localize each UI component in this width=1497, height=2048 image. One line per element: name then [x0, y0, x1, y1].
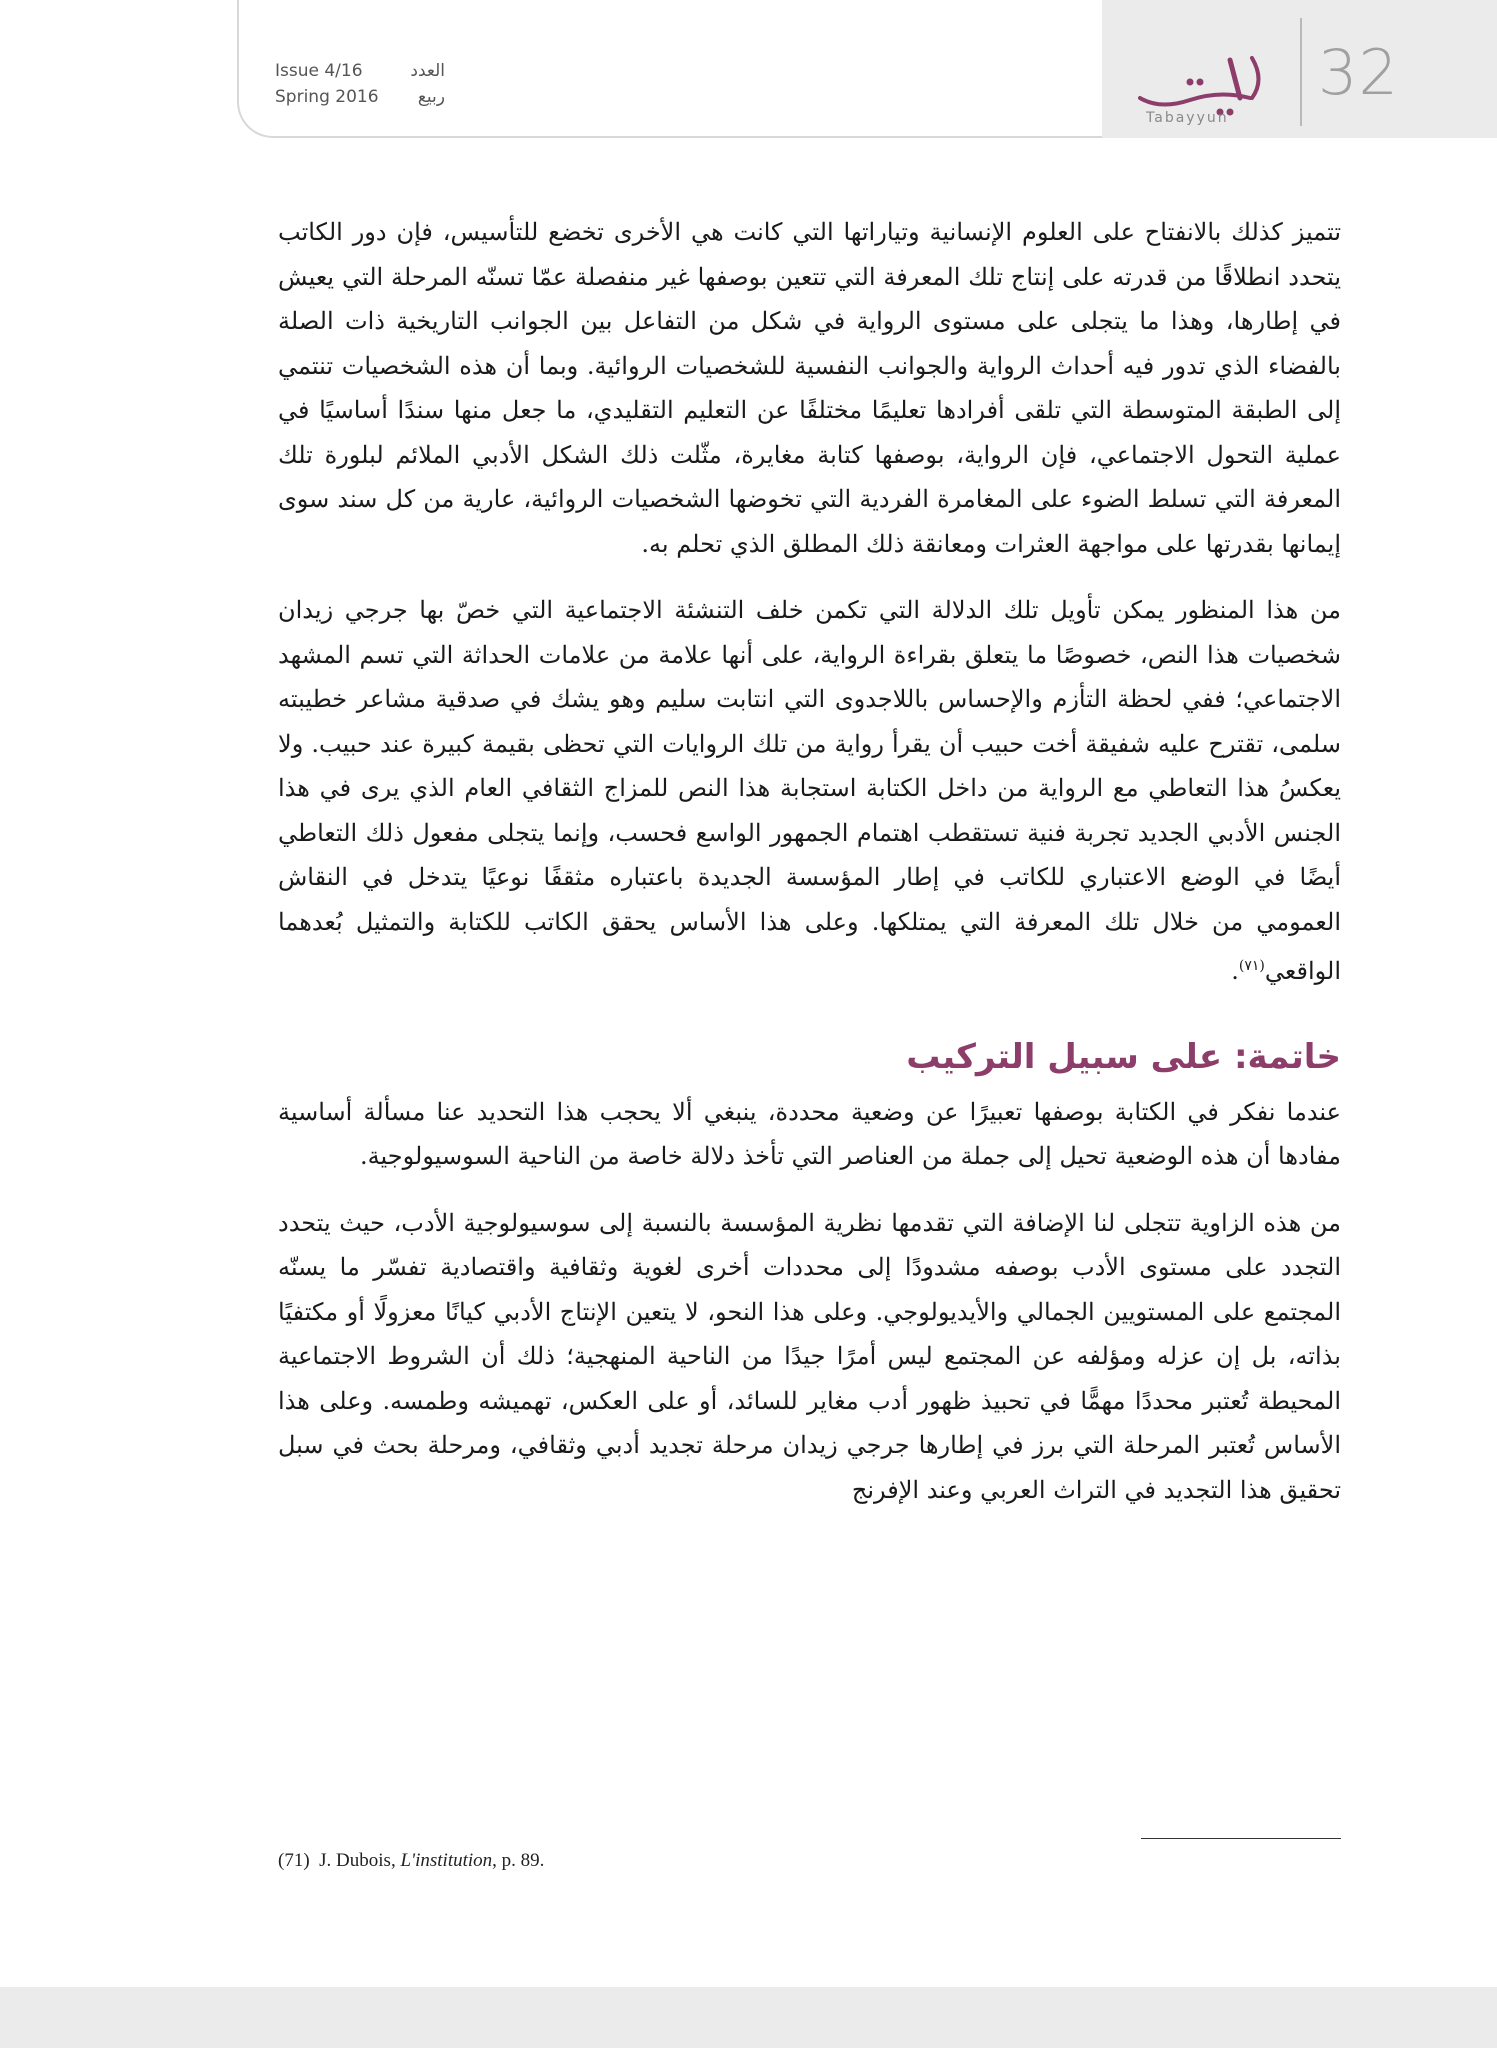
paragraph-3: عندما نفكر في الكتابة بوصفها تعبيرًا عن وضعية محددة، ينبغي ألا يحجب هذا التحديد عنا مسألة أساسية مفادها أن هذه الوضعية تحيل إلى جملة من العناصر التي تأخذ دلالة خاصة من الناحية السوسيولوجية. [278, 1097, 1341, 1170]
footnote-author: J. Dubois, [319, 1850, 396, 1871]
issue-label: Issue 4/16 [275, 61, 363, 81]
issue-line [275, 58, 445, 84]
page-footer [0, 1987, 1497, 2048]
footnote-rule [1141, 1838, 1341, 1839]
paragraph-2-end: . [1231, 957, 1239, 985]
footnote-page: , p. 89. [492, 1850, 545, 1871]
season-label: Spring 2016 [275, 87, 379, 107]
issue-info [275, 58, 445, 110]
header-divider [1300, 18, 1302, 126]
page-number: 32 [1318, 36, 1399, 109]
paragraph-4: من هذه الزاوية تتجلى لنا الإضافة التي تقدمها نظرية المؤسسة بالنسبة إلى سوسيولوجية الأدب، حيث يتحدد التجدد على مستوى الأدب بوصفه مشدودًا إلى محددات أخرى لغوية وثقافية واقتصادية تفسّر ما يسنّه المجتمع على المستويين الجمالي والأيديولوجي. وعلى هذا النحو، لا يتعين الإنتاج الأدبي كيانًا معزولًا أو مكتفيًا بذاته، بل إن عزله ومؤلفه عن المجتمع ليس أمرًا جيدًا من الناحية المنهجية؛ ذلك أن الشروط الاجتماعية المحيطة تُعتبر محددًا مهمًّا في تحبيذ ظهور أدب مغاير للسائد، أو على العكس، تهميشه وطمسه. وعلى هذا الأساس تُعتبر المرحلة التي برز في إطارها جرجي زيدان مرحلة تجديد أدبي وثقافي، ومرحلة بحث في سبل تحقيق هذا التجديد في التراث العربي وعند الإفرنج [278, 1208, 1341, 1504]
paragraph-2 [278, 588, 1341, 994]
footnote [278, 1850, 1341, 1872]
paragraph-1: تتميز كذلك بالانفتاح على العلوم الإنسانية وتياراتها التي كانت هي الأخرى تخضع للتأسيس، فإن دور الكاتب يتحدد انطلاقًا من قدرته على إنتاج تلك المعرفة التي تتعين بوصفها غير منفصلة عمّا تسنّه المرحلة التي يعيش في إطارها، وهذا ما يتجلى على مستوى الرواية في شكل من التفاعل بين الجوانب التاريخية ذات الصلة بالفضاء الذي تدور فيه أحداث الرواية والجوانب النفسية للشخصيات الروائية. وبما أن هذه الشخصيات تنتمي إلى الطبقة المتوسطة التي تلقى أفرادها تعليمًا مختلفًا عن التعليم التقليدي، ما جعل منها سندًا أساسيًا في عملية التحول الاجتماعي، فإن الرواية، بوصفها كتابة مغايرة، مثّلت ذلك الشكل الأدبي الملائم لبلورة تلك المعرفة التي تسلط الضوء على المغامرة الفردية التي تخوضها الشخصيات الروائية، عارية من كل سند سوى إيمانها بقدرتها على مواجهة العثرات ومعانقة ذلك المطلق الذي تحلم به. [278, 218, 1342, 558]
logo-latin: Tabayyun [1146, 110, 1229, 126]
season-label-ar: ربيع [417, 87, 445, 107]
issue-label-ar: العدد [410, 61, 445, 81]
paragraph-2-text: من هذا المنظور يمكن تأويل تلك الدلالة التي تكمن خلف التنشئة الاجتماعية التي خصّ بها جرجي زيدان شخصيات هذا النص، خصوصًا ما يتعلق بقراءة الرواية، على أنها علامة من علامات الحداثة التي تسم المشهد الاجتماعي؛ ففي لحظة التأزم والإحساس باللاجدوى التي انتابت سليم وهو يشك في صدقية مشاعر خطيبته سلمى، تقترح عليه شفيقة أخت حبيب أن يقرأ رواية من تلك الروايات التي تحظى بقيمة كبيرة عند حبيب. ولا يعكسُ هذا التعاطي مع الرواية من داخل الكتابة استجابة هذا النص للمزاج الثقافي العام الذي يرى في هذا الجنس الأدبي الجديد تجربة فنية تستقطب اهتمام الجمهور الواسع فحسب، وإنما يتجلى مفعول ذلك التعاطي أيضًا في الوضع الاعتباري للكاتب في إطار المؤسسة الجديدة باعتباره مثقفًا نوعيًا يتدخل في النقاش العمومي من خلال تلك المعرفة التي يمتلكها. وعلى هذا الأساس يحقق الكاتب للكتابة والتمثيل بُعدهما الواقعي [278, 596, 1341, 985]
article-body [278, 210, 1341, 1534]
footnote-number: (71) [278, 1850, 310, 1871]
section-heading: خاتمة: على سبيل التركيب [906, 1036, 1341, 1077]
footnote-reference[interactable]: (٧١) [1238, 958, 1265, 974]
season-line [275, 84, 445, 110]
footnote-title: L'institution [400, 1850, 493, 1871]
